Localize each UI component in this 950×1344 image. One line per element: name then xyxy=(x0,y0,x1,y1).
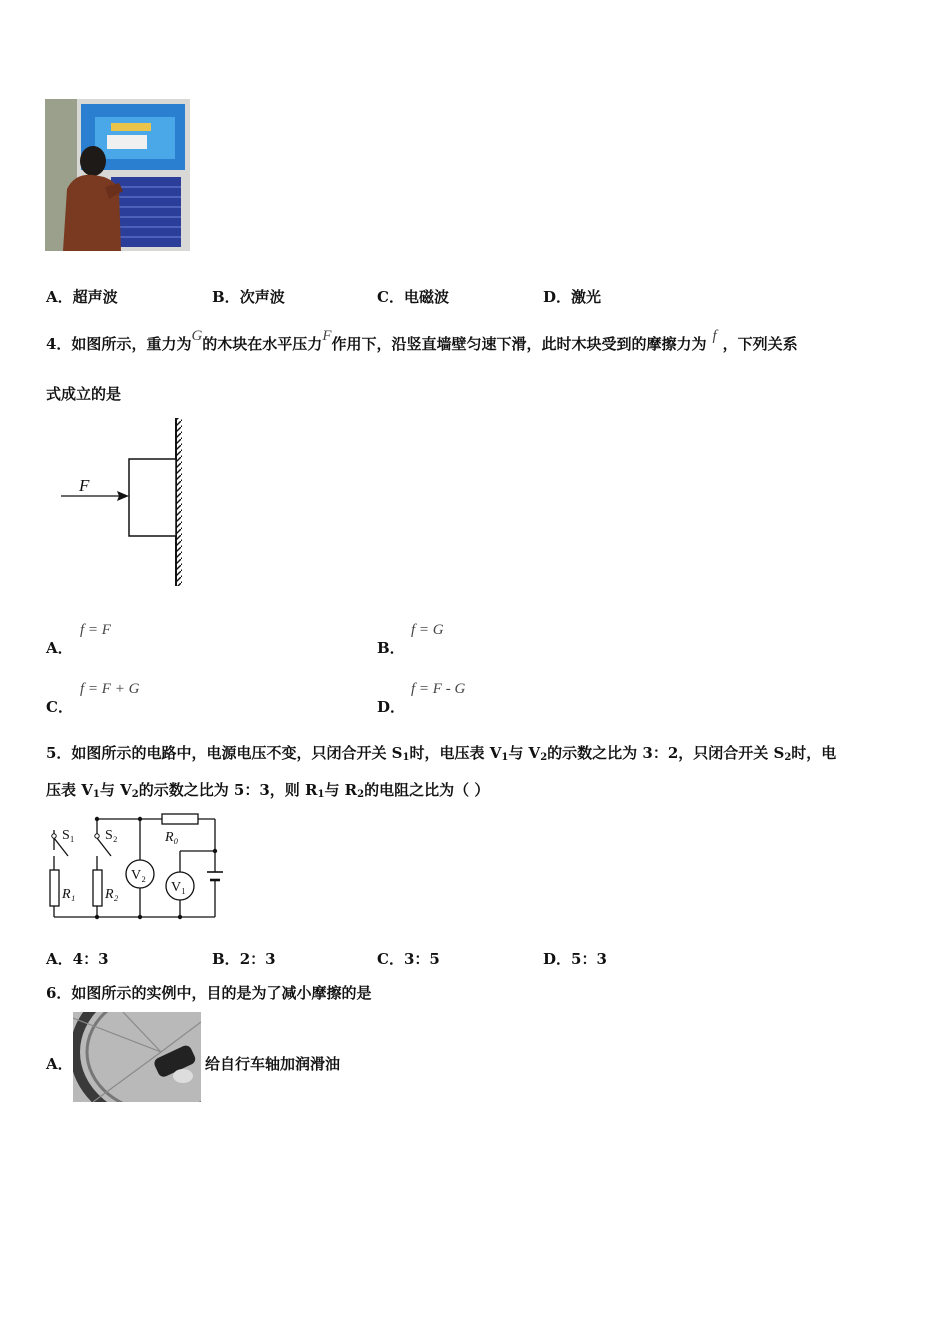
s1-label: S₁ xyxy=(62,828,75,843)
q3-option-c[interactable]: C．电磁波 xyxy=(377,288,449,306)
q3-option-d[interactable]: D．激光 xyxy=(543,288,602,306)
q5-option-c[interactable]: C．3：5 xyxy=(377,950,440,968)
q4-option-c[interactable]: C． f = F + G xyxy=(46,681,140,716)
q5-stem-line2: 压表 $V_1$与 $V_2$的示数之比为 5：3，则 $R_1$与 $R_2$的电阻之比为（ ） xyxy=(46,781,490,800)
force-f-label: F xyxy=(79,476,90,495)
r0-label: R₀ xyxy=(165,830,179,845)
s2-label: S₂ xyxy=(105,828,118,843)
q5-option-d[interactable]: D．5：3 xyxy=(543,950,607,968)
v2-meter-label: V₂ xyxy=(131,868,146,883)
q3-option-b[interactable]: B．次声波 xyxy=(212,288,285,306)
q4-option-d[interactable]: D． f = F - G xyxy=(377,681,466,716)
q4-option-a[interactable]: A． f = F xyxy=(46,622,111,657)
q5-option-b[interactable]: B．2：3 xyxy=(212,950,276,968)
q5-option-a[interactable]: A．4：3 xyxy=(46,950,109,968)
kiosk-photo xyxy=(45,99,190,251)
q6-stem: 6．如图所示的实例中，目的是为了减小摩擦的是 xyxy=(46,984,372,1002)
q6-option-a-text: 给自行车轴加润滑油 xyxy=(205,1055,341,1073)
q3-option-a[interactable]: A．超声波 xyxy=(46,288,118,306)
r2-label: R₂ xyxy=(105,887,119,902)
q4-option-b[interactable]: B． f = G xyxy=(377,622,444,657)
q4-block-wall-diagram xyxy=(55,415,195,590)
q5-stem-line1: 5．如图所示的电路中，电源电压不变，只闭合开关 $S_1$时，电压表 $V_1$与 $V_2$的示数之比为 3：2，只闭合开关 $S_2$时，电 xyxy=(46,744,837,763)
v1-meter-label: V₁ xyxy=(171,880,186,895)
r1-label: R₁ xyxy=(62,887,76,902)
q5-circuit-diagram xyxy=(44,810,234,925)
q6-option-a-letter[interactable]: A． xyxy=(46,1055,73,1073)
q4-stem-line1: 4．如图所示，重力为G的木块在水平压力F作用下，沿竖直墙壁匀速下滑，此时木块受到的摩擦力为 f ，下列关系 xyxy=(46,328,798,353)
q4-stem-line2: 式成立的是 xyxy=(46,385,122,403)
bicycle-oil-photo xyxy=(73,1012,201,1102)
